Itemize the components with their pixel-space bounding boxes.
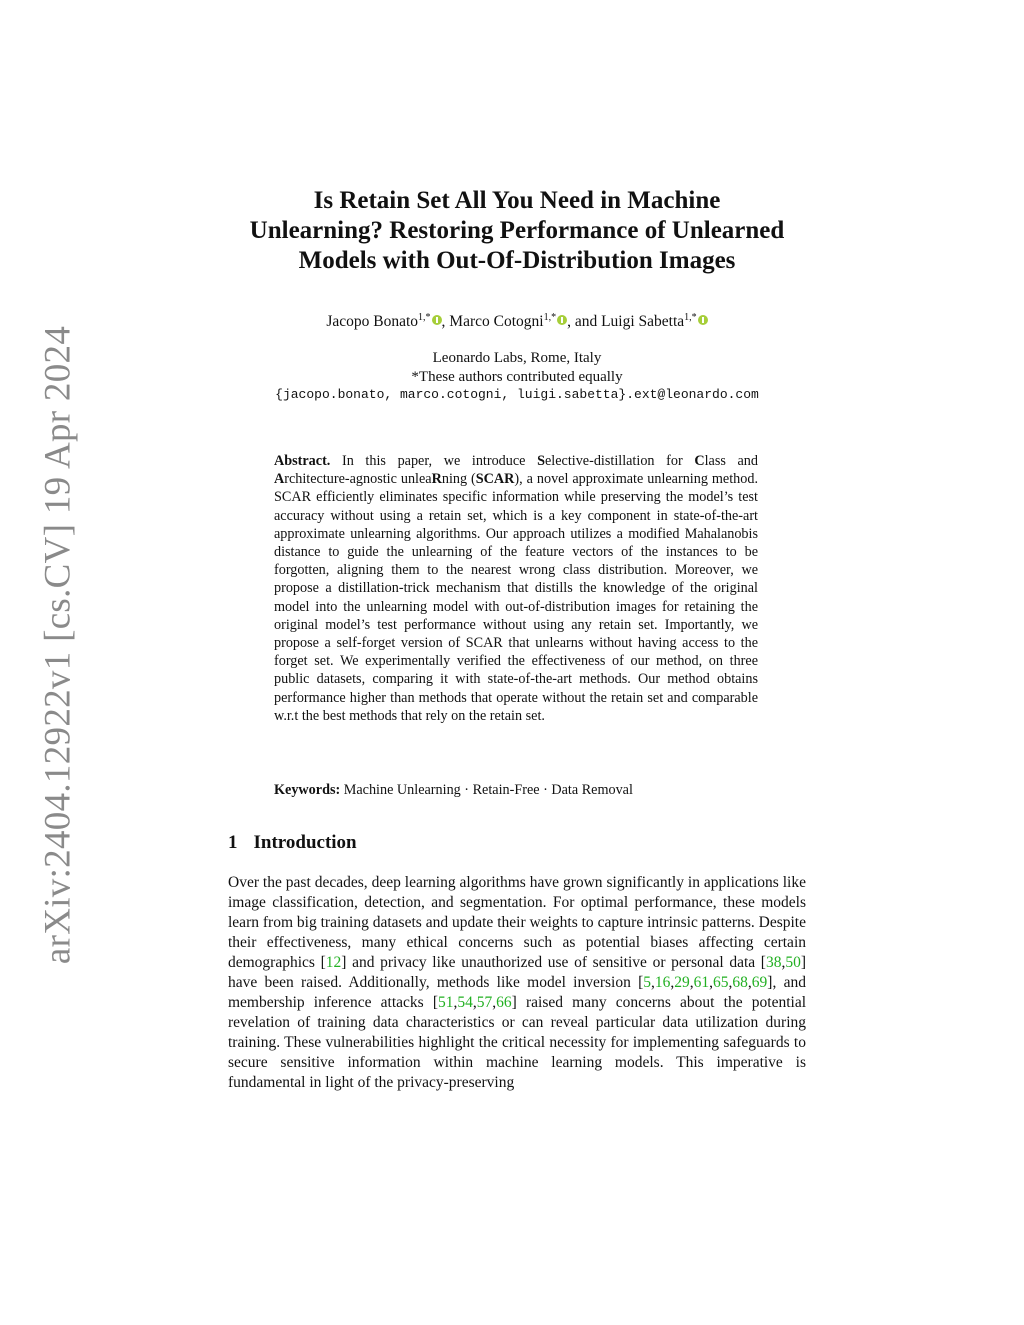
- title-line: Unlearning? Restoring Performance of Unlearned: [249, 217, 785, 244]
- abstract-text: lass and: [704, 453, 758, 469]
- citation-link[interactable]: 29: [674, 974, 690, 991]
- intro-text: ], and membership inference attacks [: [228, 974, 806, 1011]
- author-name: Jacopo Bonato: [326, 313, 419, 330]
- citation-separator: ,: [453, 994, 458, 1011]
- citation-link[interactable]: 50: [785, 954, 801, 971]
- citation-link[interactable]: 51: [438, 994, 454, 1011]
- orcid-icon[interactable]: [698, 315, 708, 325]
- orcid-icon[interactable]: [432, 315, 442, 325]
- intro-text: ] have been raised. Additionally, methods like model inversion [: [228, 954, 807, 991]
- citation-separator: ,: [689, 974, 694, 991]
- citation-link[interactable]: 61: [693, 974, 710, 991]
- intro-text: Over the past decades, deep learning algorithms have grown significantly in applications like image classification, detection, and segmentation. For optimal performance, these models learn from big training datasets and update their weights to capture intrinsic patterns. Despite their effectiveness, many ethical concerns such as potential biases affecting certain demographics [: [228, 874, 806, 971]
- citation-separator: ,: [492, 994, 497, 1011]
- abstract-text: ning (: [441, 471, 476, 488]
- author-list: [228, 312, 806, 331]
- title-line: Is Retain Set All You Need in Machine: [313, 187, 721, 214]
- section-number: 1: [228, 832, 238, 853]
- author-name: Marco Cotogni: [449, 313, 544, 330]
- equal-contribution-note: *These authors contributed equally: [411, 368, 623, 385]
- citation-separator: ,: [651, 974, 655, 991]
- abstract-emphasis: C: [694, 453, 705, 469]
- title-line: Models with Out-Of-Distribution Images: [298, 247, 736, 274]
- affiliation: Leonardo Labs, Rome, Italy: [432, 350, 602, 366]
- author-superscript: 1,*: [418, 312, 431, 323]
- abstract-text: ), a novel approximate unlearning method. SCAR efficiently eliminates specific information while preserving the model’s test accuracy without using a retain set, which is a key component in state-of-the-art approximate unlearning algorithms. Our approach utilizes a modified Mahalanobis distance to guide the unlearning of the feature vectors of the instances to be forgotten, aligning them to the nearest wrong class distribution. Moreover, we propose a distillation-trick mechanism that distills the knowledge of the original model into the unlearning model with out-of-distribution images for retaining the original model’s test performance without using any retain set. Importantly, we propose a self-forget version of SCAR that unlearns without having access to the forget set. We experimentally verified the effectiveness of our method, on three public datasets, comparing it with state-of-the-art methods. Our method obtains performance higher than methods that operate without the retain set and comparable w.r.t the best methods that rely on the retain set.: [274, 471, 758, 724]
- intro-text: ] and privacy like unauthorized use of sensitive or personal data [: [341, 954, 766, 971]
- intro-text: ] raised many concerns about the potential revelation of training data characteristics or can reveal particular data utilization during training. These vulnerabilities highlight the critical necessity for implementing safeguards to secure sensitive information within machine learning models. This imperative is fundamental in light of the privacy-preserving: [228, 994, 807, 1091]
- abstract-emphasis: S: [537, 453, 545, 469]
- citation-separator: ,: [747, 974, 752, 991]
- citation-link[interactable]: 12: [325, 954, 342, 971]
- citation-separator: ,: [709, 974, 714, 991]
- citation-link[interactable]: 66: [496, 994, 512, 1011]
- abstract-text: In this paper, we introduce: [330, 453, 538, 469]
- citation-link[interactable]: 68: [732, 974, 748, 991]
- citation-link[interactable]: 65: [713, 974, 729, 991]
- author-superscript: 1,*: [543, 312, 557, 323]
- author-separator: ,: [441, 313, 450, 330]
- introduction-paragraph: [228, 873, 806, 1093]
- keywords: [274, 781, 758, 799]
- abstract-label: Abstract.: [274, 453, 331, 469]
- citation-link[interactable]: 54: [457, 994, 473, 1011]
- author-emails: {jacopo.bonato, marco.cotogni, luigi.sabetta}.ext@leonardo.com: [275, 387, 759, 402]
- citation-separator: ,: [472, 994, 477, 1011]
- section-title: Introduction: [253, 832, 357, 853]
- keywords-label: Keywords:: [274, 782, 341, 798]
- citation-link[interactable]: 57: [476, 994, 493, 1011]
- keywords-text: Machine Unlearning · Retain-Free · Data Removal: [340, 782, 633, 798]
- citation-separator: ,: [670, 974, 675, 991]
- abstract-text: rchitecture-agnostic unlea: [284, 471, 432, 488]
- arxiv-identifier: arXiv:2404.12922v1 [cs.CV] 19 Apr 2024: [37, 325, 79, 965]
- orcid-icon[interactable]: [557, 315, 567, 325]
- author-separator: , and: [567, 313, 602, 330]
- paper-title: [228, 186, 806, 276]
- citation-link[interactable]: 5: [643, 974, 652, 991]
- abstract: [274, 452, 758, 725]
- citation-link[interactable]: 38: [765, 954, 782, 971]
- abstract-text: elective-distillation for: [544, 453, 695, 469]
- citation-separator: ,: [781, 954, 786, 971]
- author-name: Luigi Sabetta: [601, 313, 685, 330]
- citation-separator: ,: [728, 974, 733, 991]
- abstract-emphasis: SCAR: [475, 471, 515, 488]
- abstract-emphasis: R: [431, 471, 442, 488]
- citation-link[interactable]: 69: [751, 974, 768, 991]
- affiliation-block: [228, 349, 806, 405]
- abstract-emphasis: A: [274, 471, 285, 488]
- citation-link[interactable]: 16: [654, 974, 671, 991]
- author-superscript: 1,*: [684, 312, 697, 323]
- section-heading: [228, 832, 357, 854]
